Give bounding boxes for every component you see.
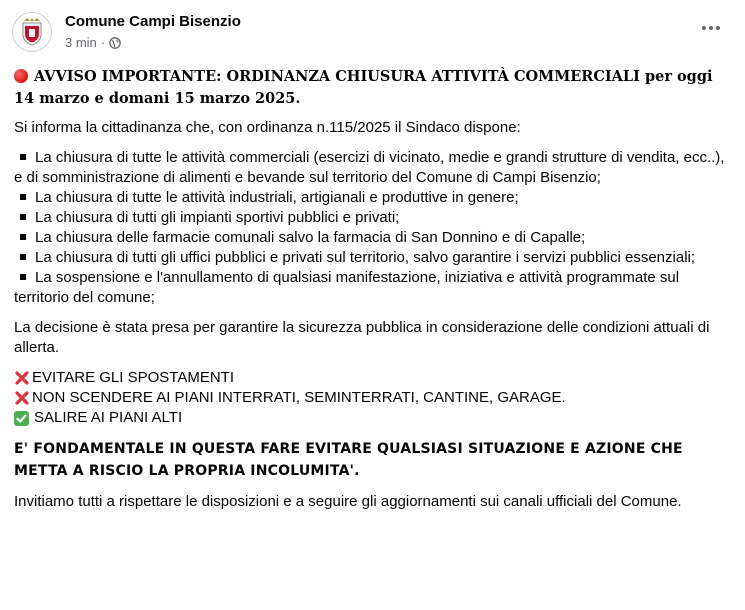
post-title-text: AVVISO IMPORTANTE: ORDINANZA CHIUSURA ATTIVITÀ COMMERCIALI per oggi 14 marzo e domani 15 marzo 2025. [14, 68, 713, 107]
page-avatar[interactable] [12, 12, 52, 52]
bullet-square-icon [20, 154, 26, 160]
bullet-square-icon [20, 194, 26, 200]
ordinance-list [14, 148, 726, 308]
cross-mark-icon [14, 370, 30, 386]
emphasis-text: E' FONDAMENTALE IN QUESTA FARE EVITARE QUALSIASI SITUAZIONE E AZIONE CHE METTA A RISCIO LA PROPRIA INCOLUMITA'. [14, 441, 683, 479]
post-content [14, 66, 726, 512]
list-item [14, 268, 726, 308]
list-item [14, 248, 726, 268]
warning-item [14, 408, 726, 428]
list-item [14, 208, 726, 228]
warning-item [14, 368, 726, 388]
conclusion-text: La decisione è stata presa per garantire la sicurezza pubblica in considerazione delle condizioni attuali di allerta. [14, 319, 710, 356]
post-timestamp[interactable]: 3 min [65, 35, 97, 50]
closing-text: Invitiamo tutti a rispettare le disposizioni e a seguire gli aggiornamenti sui canali ufficiali del Comune. [14, 493, 682, 510]
meta-separator: · [100, 35, 106, 50]
list-item-text: La chiusura di tutte le attività commerciali (esercizi di vicinato, medie e grandi strutture di vendita, ecc..), e di somministrazione di alimenti e bevande sul territorio del Comune di Campi Bisenzio; [14, 149, 725, 186]
list-item [14, 188, 726, 208]
city-crest-icon [19, 17, 45, 47]
bullet-square-icon [20, 234, 26, 240]
intro-text: Si informa la cittadinanza che, con ordinanza n.115/2025 il Sindaco dispone: [14, 119, 521, 136]
bullet-square-icon [20, 274, 26, 280]
list-item-text: La sospensione e l'annullamento di qualsiasi manifestazione, iniziativa e attività programmate sul territorio del comune; [14, 269, 680, 306]
list-item-text: La chiusura di tutti gli uffici pubblici e privati sul territorio, salvo garantire i servizi pubblici essenziali; [35, 249, 696, 266]
warning-text: SALIRE AI PIANI ALTI [34, 409, 183, 426]
post-header [12, 10, 733, 58]
list-item [14, 228, 726, 248]
list-item-text: La chiusura di tutte le attività industriali, artigianali e produttive in genere; [35, 189, 519, 206]
list-item-text: La chiusura di tutti gli impianti sportivi pubblici e privati; [35, 209, 400, 226]
list-item [14, 148, 726, 188]
post-title [14, 66, 726, 110]
bullet-square-icon [20, 254, 26, 260]
bullet-square-icon [20, 214, 26, 220]
red-circle-icon [14, 69, 28, 83]
page-name-link[interactable]: Comune Campi Bisenzio [65, 13, 241, 30]
more-options-button[interactable] [699, 20, 723, 36]
list-item-text: La chiusura delle farmacie comunali salvo la farmacia di San Donnino e di Capalle; [35, 229, 586, 246]
cross-mark-icon [14, 390, 30, 406]
warnings-list [14, 368, 726, 428]
post-meta [65, 35, 121, 50]
warning-item [14, 388, 726, 408]
warning-text: EVITARE GLI SPOSTAMENTI [32, 369, 234, 386]
globe-icon[interactable] [109, 37, 121, 49]
more-options-icon [701, 25, 721, 31]
check-mark-icon [14, 411, 29, 426]
warning-text: NON SCENDERE AI PIANI INTERRATI, SEMINTERRATI, CANTINE, GARAGE. [32, 389, 566, 406]
